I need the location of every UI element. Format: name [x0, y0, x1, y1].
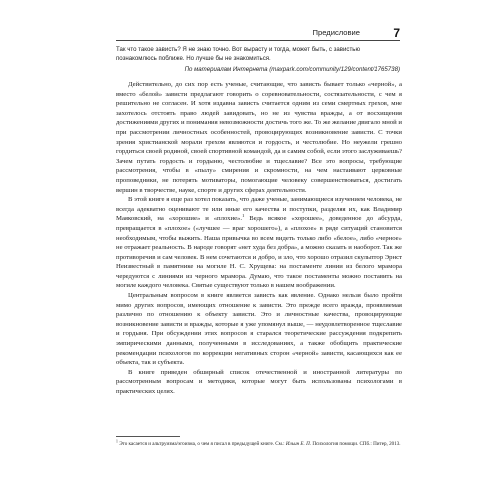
footnote-reference[interactable]: 1 — [242, 213, 245, 219]
page-number: 7 — [393, 26, 400, 40]
footnote-text: Это касается и альтруизма/эгоизма, о чем я писал в предыдущей книге. См.: — [119, 441, 286, 447]
epigraph-text: Так что такое зависть? Я не знаю точно. Вот вырасту и тогда, может быть, с завистью познакомлюсь поближе. Но лучше бы не знакомиться. — [116, 46, 361, 62]
footnote-author: Ильин Е. П. — [285, 441, 312, 447]
footnote-divider — [116, 436, 180, 437]
paragraph-2-end: Ведь всякое «хорошее», доведенное до абсурда, превращается в «плохое» («лучшее — враг хорошего»), а «плохое» в ряде ситуаций становится необходимым, чтобы выжить. Наша привычка во всем видеть только либо «белое», либо «черное» не отражает реальность. В народе говорят «нет худа без добра», а можно сказать и наоборот. Так же противоречив и сам человек. В нем сочетаются и добро, и зло, что хорошо отразил скульптор Эрнст Неизвестный в памятнике на могиле Н. С. Хрущева: на постаменте линии из белого мрамора чередуются с линиями из черного мрамора. Думаю, что такое постаменты можно поставить на могиле каждого человека. Святые существуют только в нашем воображении. — [116, 215, 402, 290]
paragraph-2 — [116, 195, 402, 291]
epigraph — [116, 46, 400, 73]
paragraph-4: В книге приведен обширный список отечественной и иностранной литературы по рассмотренным вопросам и методики, которые могут быть использованы психологами в практических целях. — [116, 368, 402, 395]
body-text — [116, 80, 402, 397]
paragraph-1: Действительно, до сих пор есть ученые, считающие, что зависть бывает только «черной», а вместо «белой» зависти предлагают говорить о соревновательности, состязательности, с чем я решительно не согласен. И хотя издавна зависть считается одним из семи смертных грехов, мне захотелось отстоять право людей завидовать, но не из чувства вражды, а от восхищения достижениями других и понимания невозможности достичь того же. То же желание двигало мной и при рассмотрении личностных особенностей, провоцирующих возникновение зависти. С точки зрения христианской морали грехом являются и гордость, и честолюбие. Но неужели грешно гордиться своей родиной, своей спортивной командой, да и самим собой, если этого заслуживаешь? Зачем путать гордость и гордыню, честолюбие и тщеславие? Все это вопросы, требующие рассмотрения, чтобы в «пылу» смирения и скромности, на чем настаивают церковные проповедники, не потерять мотиваторы, помогающие человеку совершенствоваться, достигать вершин в творчестве, науке, спорте и других сферах деятельности. — [116, 81, 403, 194]
paragraph-2-start: В этой книге я еще раз хотел показать, что даже ученые, занимающиеся изучением человека, не всегда адекватно оценивают те или иные его качества и поступки, разделяя их, как Владимир Маяковский, на «хорошие» и «плохие». — [116, 196, 402, 223]
paragraph-3: Центральным вопросом в книге является зависть как явление. Однако нельзя было пройти мимо других вопросов, имеющих отношение к зависти. Это прежде всего вражда, проявляемая различно по отношению к объекту зависти. Это и личностные качества, провоцирующие возникновение зависти и вражды, которые я уже упомянул выше, — неудовлетворенное тщеславие и гордыня. При обсуждении этих вопросов я старался теоретические рассуждения подкрепить эмпирическими данными, полученными в исследованиях, а также обобщить практические рекомендации психологов по коррекции негативных сторон «черной» зависти, касающихся как ее объекта, так и субъекта. — [116, 292, 402, 367]
section-title: Предисловие — [312, 28, 360, 37]
epigraph-source: По материалам Интернета (maxpark.com/community/129/content/1765738) — [184, 66, 400, 73]
footnote-mark: 1 — [116, 439, 118, 444]
footnote-citation: Психология помощи. СПб.: Питер, 2013. — [311, 441, 401, 447]
running-header — [116, 24, 400, 41]
footnote — [116, 441, 402, 448]
